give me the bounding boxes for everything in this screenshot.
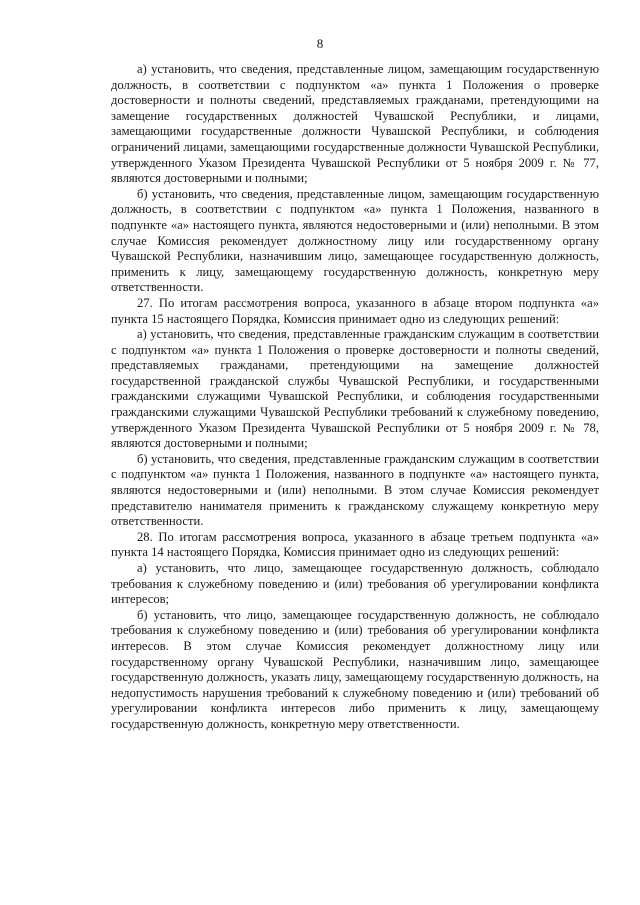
document-body bbox=[111, 62, 599, 733]
paragraph-27a: а) установить, что сведения, представленные гражданским служащим в соответствии с подпунктом «а» пункта 1 Положения о проверке достоверности и полноты сведений, представляемых гражданами, претендующими на замещение должностей государственной гражданской службы Чувашской Республики, и государственными гражданскими служащими Чувашской Республики, и соблюдения государственными гражданскими служащими Чувашской Республики требований к служебному поведению, утвержденного Указом Президента Чувашской Республики от 5 ноября 2009 г. № 78, являются достоверными и полными; bbox=[111, 327, 599, 451]
paragraph-26a: а) установить, что сведения, представленные лицом, замещающим государственную должность, в соответствии с подпунктом «а» пункта 1 Положения о проверке достоверности и полноты сведений, представляемых гражданами, претендующими на замещение государственных должностей Чувашской Республики, и лицами, замещающими государственные должности Чувашской Республики, и соблюдения ограничений лицами, замещающими государственные должности Чувашской Республики, утвержденного Указом Президента Чувашской Республики от 5 ноября 2009 г. № 77, являются достоверными и полными; bbox=[111, 62, 599, 186]
paragraph-27: 27. По итогам рассмотрения вопроса, указанного в абзаце втором подпункта «а» пункта 15 настоящего Порядка, Комиссия принимает одно из следующих решений: bbox=[111, 295, 599, 326]
paragraph-28b: б) установить, что лицо, замещающее государственную должность, не соблюдало требования к служебному поведению и (или) требования об урегулировании конфликта интересов. В этом случае Комиссия рекомендует должностному лицу или государственному органу Чувашской Республики, назначившим лицо, замещающее государственную должность, указать лицу, замещающему государственную должность, на недопустимость нарушения требований к служебному поведению и (или) требований об урегулировании конфликта интересов либо применить к лицу, замещающему государственную должность, конкретную меру ответственности. bbox=[111, 607, 599, 731]
paragraph-27b: б) установить, что сведения, представленные гражданским служащим в соответствии с подпунктом «а» пункта 1 Положения, названного в подпункте «а» настоящего пункта, являются недостоверными и (или) неполными. В этом случае Комиссия рекомендует представителю нанимателя применить к гражданскому служащему конкретную меру ответственности. bbox=[111, 451, 599, 529]
paragraph-26b: б) установить, что сведения, представленные лицом, замещающим государственную должность, в соответствии с подпунктом «а» пункта 1 Положения, названного в подпункте «а» настоящего пункта, являются недостоверными и (или) неполными. В этом случае Комиссия рекомендует должностному лицу или государственному органу Чувашской Республики, назначившим лицо, замещающее государственную должность, применить к лицу, замещающему государственную должность, конкретную меру ответственности. bbox=[111, 186, 599, 295]
page-number: 8 bbox=[316, 36, 324, 51]
paragraph-28a: а) установить, что лицо, замещающее государственную должность, соблюдало требования к служебному поведению и (или) требования об урегулировании конфликта интересов; bbox=[111, 561, 599, 607]
paragraph-28: 28. По итогам рассмотрения вопроса, указанного в абзаце третьем подпункта «а» пункта 14 настоящего Порядка, Комиссия принимает одно из следующих решений: bbox=[111, 529, 599, 560]
